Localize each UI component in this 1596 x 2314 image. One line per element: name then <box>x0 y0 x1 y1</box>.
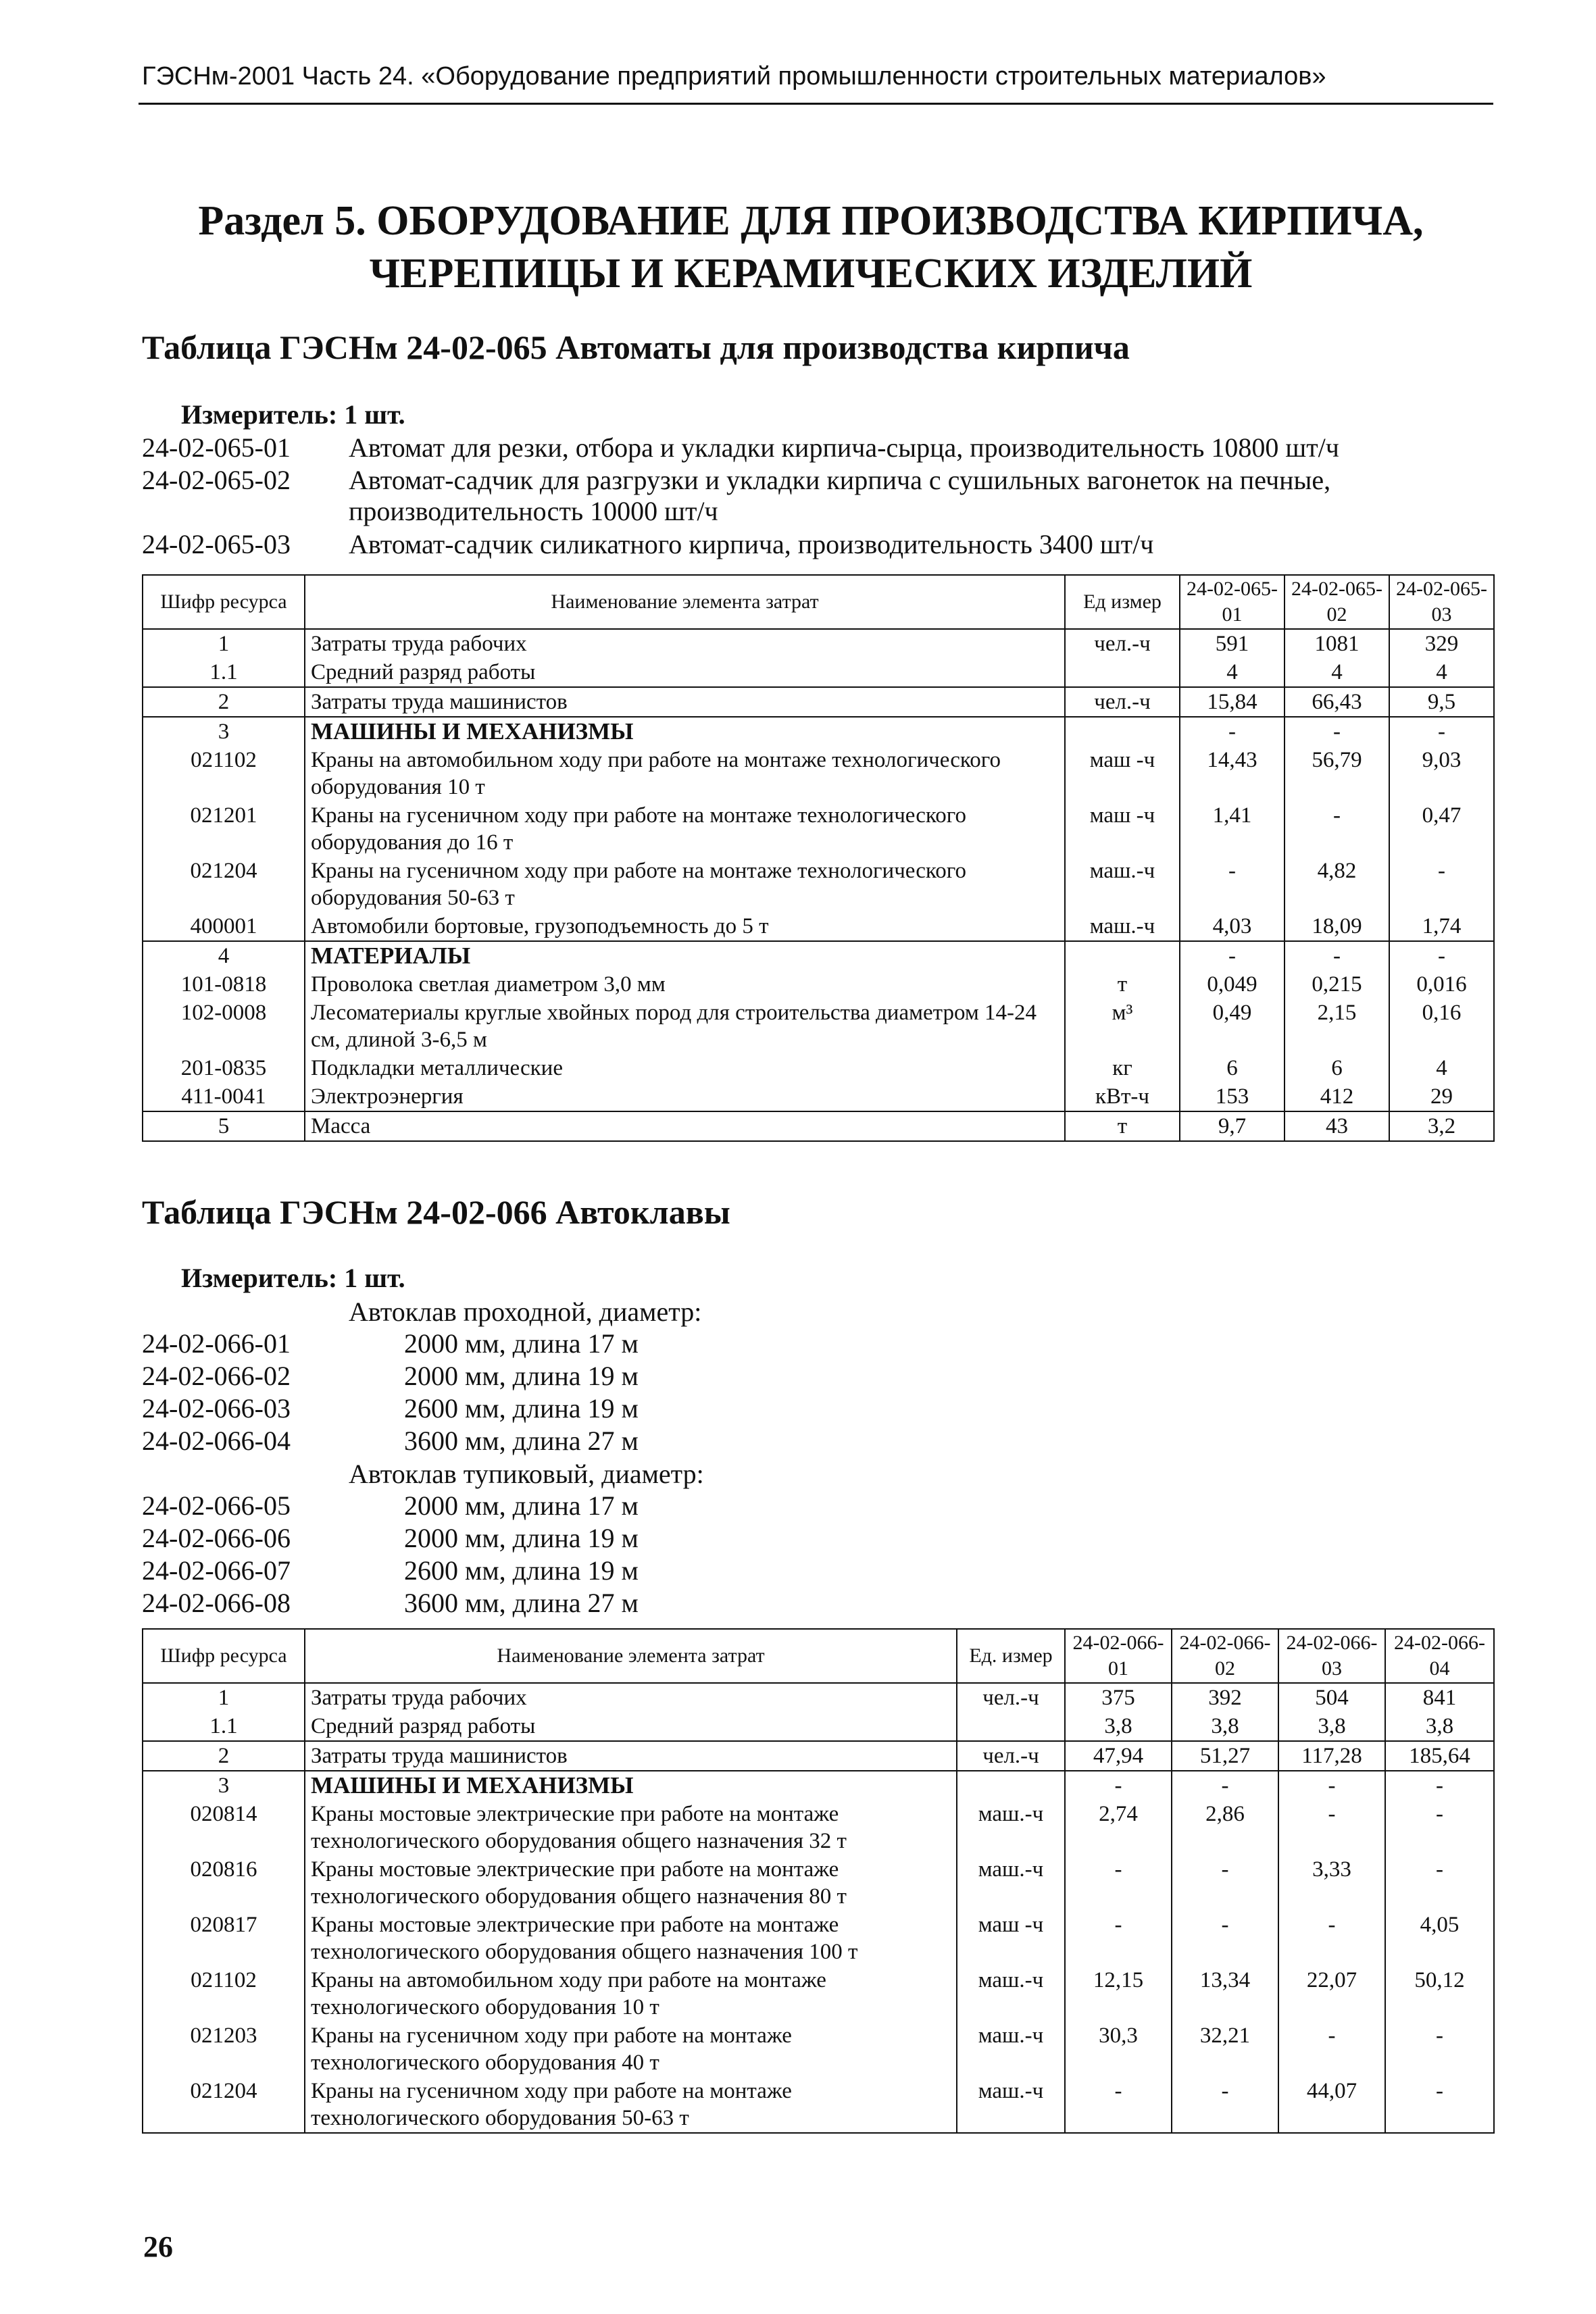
table-2-item <box>142 1426 1487 1457</box>
section-title-line-1: Раздел 5. ОБОРУДОВАНИЕ ДЛЯ ПРОИЗВОДСТВА КИРПИЧА, <box>198 198 1424 244</box>
table-2 <box>142 1628 1495 2134</box>
table-2-item <box>142 1393 1487 1424</box>
norm-value-cell: - <box>1278 1771 1385 1800</box>
resource-code-cell: 1 <box>143 629 305 658</box>
unit-cell: т <box>1065 1111 1180 1141</box>
col-header-norm: 24-02-065-03 <box>1389 575 1494 629</box>
table-row <box>143 687 1494 717</box>
unit-cell: маш.-ч <box>957 2077 1065 2133</box>
norm-value-cell: - <box>1285 801 1389 857</box>
unit-cell: маш.-ч <box>957 1800 1065 1855</box>
resource-code-cell: 102-0008 <box>143 999 305 1054</box>
norm-value-cell: 153 <box>1180 1082 1285 1111</box>
col-header-norm: 24-02-066-03 <box>1278 1629 1385 1683</box>
norm-value-cell: - <box>1285 717 1389 746</box>
cost-element-name-cell: Затраты труда машинистов <box>305 687 1065 717</box>
resource-code-cell: 201-0835 <box>143 1054 305 1082</box>
item-code: 24-02-066-07 <box>142 1555 291 1586</box>
table-1-item-1 <box>142 432 1487 463</box>
item-description: Автомат-садчик силикатного кирпича, производительность 3400 шт/ч <box>349 529 1154 559</box>
norm-value-cell: 2,86 <box>1172 1800 1278 1855</box>
unit-cell: маш.-ч <box>1065 912 1180 941</box>
resource-code-cell: 4 <box>143 941 305 970</box>
table-2-meter <box>181 1262 405 1294</box>
item-code: 24-02-065-01 <box>142 432 291 463</box>
table-row <box>143 629 1494 658</box>
table-2-item <box>142 1328 1487 1359</box>
norm-value-cell: - <box>1065 1855 1172 1911</box>
resource-code-cell: 400001 <box>143 912 305 941</box>
resource-code-cell: 020817 <box>143 1911 305 1966</box>
unit-cell: маш -ч <box>957 1911 1065 1966</box>
meter-value: 1 шт. <box>344 1263 405 1293</box>
meter-label: Измеритель: <box>181 399 338 430</box>
table-row <box>143 1855 1494 1911</box>
resource-code-cell: 021204 <box>143 2077 305 2133</box>
norm-value-cell: 0,16 <box>1389 999 1494 1054</box>
item-description: Автомат для резки, отбора и укладки кирпича-сырца, производительность 10800 шт/ч <box>349 432 1339 463</box>
unit-cell: маш -ч <box>1065 746 1180 801</box>
item-code: 24-02-066-03 <box>142 1393 291 1424</box>
norm-value-cell: 1,41 <box>1180 801 1285 857</box>
unit-cell <box>957 1712 1065 1741</box>
cost-element-name-cell: Затраты труда рабочих <box>305 629 1065 658</box>
resource-code-cell: 020816 <box>143 1855 305 1911</box>
norm-value-cell: 504 <box>1278 1683 1385 1712</box>
unit-cell <box>1065 941 1180 970</box>
cost-element-name-cell: Масса <box>305 1111 1065 1141</box>
col-header-code: Шифр ресурса <box>143 1629 305 1683</box>
cost-element-name-cell: Краны на гусеничном ходу при работе на монтаже технологического оборудования 50-63 т <box>305 2077 957 2133</box>
norm-value-cell: - <box>1389 717 1494 746</box>
table-2-item <box>142 1361 1487 1392</box>
norm-value-cell: 0,215 <box>1285 970 1389 999</box>
norm-value-cell: 3,8 <box>1385 1712 1494 1741</box>
table-row <box>143 1966 1494 2021</box>
resource-code-cell: 021203 <box>143 2021 305 2077</box>
group-1-heading: Автоклав проходной, диаметр: <box>349 1297 702 1327</box>
unit-cell: маш -ч <box>1065 801 1180 857</box>
cost-element-name-cell: Автомобили бортовые, грузоподъемность до 5 т <box>305 912 1065 941</box>
item-code: 24-02-066-01 <box>142 1328 291 1359</box>
table-row <box>143 941 1494 970</box>
norm-value-cell: 66,43 <box>1285 687 1389 717</box>
group-2-heading: Автоклав тупиковый, диаметр: <box>349 1459 704 1489</box>
norm-value-cell: 375 <box>1065 1683 1172 1712</box>
resource-code-cell: 1 <box>143 1683 305 1712</box>
table-row <box>143 2077 1494 2133</box>
table-body <box>143 1683 1494 2133</box>
norm-value-cell: 3,33 <box>1278 1855 1385 1911</box>
norm-value-cell: - <box>1385 1800 1494 1855</box>
norm-value-cell: 0,049 <box>1180 970 1285 999</box>
cost-element-name-cell: Проволока светлая диаметром 3,0 мм <box>305 970 1065 999</box>
item-description: 2000 мм, длина 17 м <box>404 1328 639 1359</box>
norm-value-cell: 6 <box>1285 1054 1389 1082</box>
norm-value-cell: - <box>1065 1911 1172 1966</box>
norm-value-cell: 4,03 <box>1180 912 1285 941</box>
norm-value-cell: - <box>1278 1911 1385 1966</box>
norm-value-cell: 3,8 <box>1172 1712 1278 1741</box>
table-2-item <box>142 1523 1487 1554</box>
item-description: 2000 мм, длина 17 м <box>404 1490 639 1521</box>
norm-value-cell: 12,15 <box>1065 1966 1172 2021</box>
cost-element-name-cell: Краны на гусеничном ходу при работе на монтаже технологического оборудования 50-63 т <box>305 857 1065 912</box>
item-description: 2000 мм, длина 19 м <box>404 1361 639 1391</box>
unit-cell: чел.-ч <box>957 1741 1065 1771</box>
norm-value-cell: 392 <box>1172 1683 1278 1712</box>
table-row <box>143 857 1494 912</box>
resource-code-cell: 021102 <box>143 1966 305 2021</box>
norm-value-cell: 4,05 <box>1385 1911 1494 1966</box>
norm-value-cell: 14,43 <box>1180 746 1285 801</box>
table-row <box>143 1771 1494 1800</box>
table-1-meter <box>181 399 405 430</box>
resource-code-cell: 2 <box>143 687 305 717</box>
cost-element-name-cell: Затраты труда рабочих <box>305 1683 957 1712</box>
col-header-norm: 24-02-066-04 <box>1385 1629 1494 1683</box>
col-header-norm: 24-02-066-01 <box>1065 1629 1172 1683</box>
norm-value-cell: 22,07 <box>1278 1966 1385 2021</box>
unit-cell: маш.-ч <box>1065 857 1180 912</box>
resource-code-cell: 021204 <box>143 857 305 912</box>
table-row <box>143 658 1494 687</box>
header-rule <box>139 103 1493 105</box>
item-description: Автомат-садчик для разгрузки и укладки кирпича с сушильных вагонеток на печные, производительность 10000 шт/ч <box>349 465 1331 526</box>
resource-code-cell: 021201 <box>143 801 305 857</box>
section-title <box>162 195 1460 300</box>
unit-cell: чел.-ч <box>1065 687 1180 717</box>
norm-value-cell: 9,7 <box>1180 1111 1285 1141</box>
table-row <box>143 1911 1494 1966</box>
item-description: 3600 мм, длина 27 м <box>404 1426 639 1456</box>
meter-label: Измеритель: <box>181 1263 338 1293</box>
norm-value-cell: - <box>1385 1855 1494 1911</box>
norm-value-cell: 329 <box>1389 629 1494 658</box>
col-header-norm: 24-02-065-01 <box>1180 575 1285 629</box>
norm-value-cell: 4,82 <box>1285 857 1389 912</box>
item-description: 3600 мм, длина 27 м <box>404 1588 639 1618</box>
item-code: 24-02-065-02 <box>142 465 291 495</box>
section-title-line-2: ЧЕРЕПИЦЫ И КЕРАМИЧЕСКИХ ИЗДЕЛИЙ <box>369 251 1253 297</box>
resource-code-cell: 020814 <box>143 1800 305 1855</box>
resource-code-cell: 1.1 <box>143 658 305 687</box>
norm-value-cell: - <box>1172 1771 1278 1800</box>
unit-cell: маш.-ч <box>957 1855 1065 1911</box>
item-code: 24-02-066-02 <box>142 1361 291 1391</box>
table-row <box>143 746 1494 801</box>
norm-value-cell: - <box>1385 1771 1494 1800</box>
item-code: 24-02-066-05 <box>142 1490 291 1521</box>
col-header-unit: Ед измер <box>1065 575 1180 629</box>
cost-element-name-cell: Краны на гусеничном ходу при работе на монтаже технологического оборудования 40 т <box>305 2021 957 2077</box>
norm-value-cell: 2,15 <box>1285 999 1389 1054</box>
table-row <box>143 970 1494 999</box>
norm-value-cell: 1081 <box>1285 629 1389 658</box>
table-2-title: Таблица ГЭСНм 24-02-066 Автоклавы <box>142 1193 730 1231</box>
table-row <box>143 2021 1494 2077</box>
unit-cell: кг <box>1065 1054 1180 1082</box>
norm-value-cell: - <box>1278 2021 1385 2077</box>
norm-value-cell: 44,07 <box>1278 2077 1385 2133</box>
table-row <box>143 1800 1494 1855</box>
unit-cell: кВт-ч <box>1065 1082 1180 1111</box>
norm-value-cell: 6 <box>1180 1054 1285 1082</box>
page-number: 26 <box>143 2230 173 2263</box>
col-header-norm: 24-02-066-02 <box>1172 1629 1278 1683</box>
meter-value: 1 шт. <box>344 399 405 430</box>
norm-value-cell: 15,84 <box>1180 687 1285 717</box>
cost-element-name-cell: Краны мостовые электрические при работе на монтаже технологического оборудования общего назначения 80 т <box>305 1855 957 1911</box>
item-description: 2000 мм, длина 19 м <box>404 1523 639 1553</box>
norm-value-cell: - <box>1389 941 1494 970</box>
cost-element-name-cell: Краны на автомобильном ходу при работе на монтаже технологического оборудования 10 т <box>305 746 1065 801</box>
table-1-item-3 <box>142 529 1487 560</box>
table-2-item <box>142 1490 1487 1521</box>
norm-value-cell: 51,27 <box>1172 1741 1278 1771</box>
unit-cell: чел.-ч <box>957 1683 1065 1712</box>
norm-value-cell: 9,03 <box>1389 746 1494 801</box>
norm-value-cell: 43 <box>1285 1111 1389 1141</box>
resource-code-cell: 3 <box>143 717 305 746</box>
norm-value-cell: 30,3 <box>1065 2021 1172 2077</box>
norm-value-cell: 1,74 <box>1389 912 1494 941</box>
cost-element-name-cell: Краны мостовые электрические при работе на монтаже технологического оборудования общего назначения 100 т <box>305 1911 957 1966</box>
unit-cell <box>1065 717 1180 746</box>
norm-value-cell: 185,64 <box>1385 1741 1494 1771</box>
resource-code-cell: 411-0041 <box>143 1082 305 1111</box>
table-row <box>143 1683 1494 1712</box>
table-row <box>143 999 1494 1054</box>
table-row <box>143 1054 1494 1082</box>
cost-element-name-cell: Затраты труда машинистов <box>305 1741 957 1771</box>
unit-cell: т <box>1065 970 1180 999</box>
norm-value-cell: - <box>1285 941 1389 970</box>
cost-element-name-cell: Подкладки металлические <box>305 1054 1065 1082</box>
norm-value-cell: 0,49 <box>1180 999 1285 1054</box>
resource-code-cell: 2 <box>143 1741 305 1771</box>
norm-value-cell: 591 <box>1180 629 1285 658</box>
resource-code-cell: 5 <box>143 1111 305 1141</box>
norm-value-cell: 4 <box>1389 658 1494 687</box>
resource-code-cell: 3 <box>143 1771 305 1800</box>
table-body <box>143 629 1494 1141</box>
norm-value-cell: - <box>1180 857 1285 912</box>
norm-value-cell: 13,34 <box>1172 1966 1278 2021</box>
col-header-name: Наименование элемента затрат <box>305 1629 957 1683</box>
norm-value-cell: - <box>1172 1855 1278 1911</box>
norm-value-cell: 0,016 <box>1389 970 1494 999</box>
col-header-code: Шифр ресурса <box>143 575 305 629</box>
table-row <box>143 801 1494 857</box>
col-header-name: Наименование элемента затрат <box>305 575 1065 629</box>
norm-value-cell: 2,74 <box>1065 1800 1172 1855</box>
table-1-title: Таблица ГЭСНм 24-02-065 Автоматы для производства кирпича <box>142 328 1130 366</box>
table-1 <box>142 574 1495 1142</box>
norm-value-cell: 4 <box>1285 658 1389 687</box>
cost-element-name-cell: Краны на гусеничном ходу при работе на монтаже технологического оборудования до 16 т <box>305 801 1065 857</box>
table-header-row <box>143 575 1494 629</box>
item-code: 24-02-066-04 <box>142 1426 291 1456</box>
norm-value-cell: 3,2 <box>1389 1111 1494 1141</box>
resource-code-cell: 021102 <box>143 746 305 801</box>
norm-value-cell: 18,09 <box>1285 912 1389 941</box>
table-2-item <box>142 1555 1487 1586</box>
norm-value-cell: 9,5 <box>1389 687 1494 717</box>
item-code: 24-02-066-06 <box>142 1523 291 1553</box>
cost-element-name-cell: Электроэнергия <box>305 1082 1065 1111</box>
table-row <box>143 717 1494 746</box>
running-header: ГЭСНм-2001 Часть 24. «Оборудование предприятий промышленности строительных материалов» <box>142 62 1326 91</box>
cost-element-name-cell: МАШИНЫ И МЕХАНИЗМЫ <box>305 1771 957 1800</box>
unit-cell <box>1065 658 1180 687</box>
cost-element-name-cell: МАТЕРИАЛЫ <box>305 941 1065 970</box>
unit-cell: маш.-ч <box>957 1966 1065 2021</box>
norm-value-cell: 841 <box>1385 1683 1494 1712</box>
norm-value-cell: - <box>1180 717 1285 746</box>
norm-value-cell: - <box>1065 2077 1172 2133</box>
table-row <box>143 1741 1494 1771</box>
norm-value-cell: - <box>1180 941 1285 970</box>
norm-value-cell: 56,79 <box>1285 746 1389 801</box>
norm-value-cell: 412 <box>1285 1082 1389 1111</box>
resource-code-cell: 1.1 <box>143 1712 305 1741</box>
table-row <box>143 1082 1494 1111</box>
norm-value-cell: 29 <box>1389 1082 1494 1111</box>
norm-value-cell: - <box>1385 2077 1494 2133</box>
norm-value-cell: - <box>1172 1911 1278 1966</box>
table-row <box>143 912 1494 941</box>
norm-value-cell: - <box>1172 2077 1278 2133</box>
norm-value-cell: - <box>1278 1800 1385 1855</box>
norm-value-cell: - <box>1065 1771 1172 1800</box>
norm-value-cell: 3,8 <box>1278 1712 1385 1741</box>
table-row <box>143 1712 1494 1741</box>
norm-value-cell: 0,47 <box>1389 801 1494 857</box>
norm-value-cell: 32,21 <box>1172 2021 1278 2077</box>
cost-element-name-cell: Краны на автомобильном ходу при работе на монтаже технологического оборудования 10 т <box>305 1966 957 2021</box>
norm-value-cell: 3,8 <box>1065 1712 1172 1741</box>
cost-element-name-cell: Лесоматериалы круглые хвойных пород для строительства диаметром 14-24 см, длиной 3-6,5 м <box>305 999 1065 1054</box>
item-code: 24-02-065-03 <box>142 529 291 559</box>
table-header-row <box>143 1629 1494 1683</box>
item-description: 2600 мм, длина 19 м <box>404 1555 639 1586</box>
norm-value-cell: 50,12 <box>1385 1966 1494 2021</box>
cost-element-name-cell: МАШИНЫ И МЕХАНИЗМЫ <box>305 717 1065 746</box>
norm-value-cell: 4 <box>1389 1054 1494 1082</box>
norm-value-cell: 4 <box>1180 658 1285 687</box>
item-description: 2600 мм, длина 19 м <box>404 1393 639 1424</box>
unit-cell: м³ <box>1065 999 1180 1054</box>
col-header-unit: Ед. измер <box>957 1629 1065 1683</box>
col-header-norm: 24-02-065-02 <box>1285 575 1389 629</box>
table-1-item-2 <box>142 465 1487 527</box>
norm-value-cell: 117,28 <box>1278 1741 1385 1771</box>
unit-cell: чел.-ч <box>1065 629 1180 658</box>
table-2-item <box>142 1588 1487 1619</box>
cost-element-name-cell: Средний разряд работы <box>305 658 1065 687</box>
table-row <box>143 1111 1494 1141</box>
unit-cell: маш.-ч <box>957 2021 1065 2077</box>
norm-value-cell: - <box>1385 2021 1494 2077</box>
norm-value-cell: 47,94 <box>1065 1741 1172 1771</box>
unit-cell <box>957 1771 1065 1800</box>
resource-code-cell: 101-0818 <box>143 970 305 999</box>
cost-element-name-cell: Средний разряд работы <box>305 1712 957 1741</box>
norm-value-cell: - <box>1389 857 1494 912</box>
cost-element-name-cell: Краны мостовые электрические при работе на монтаже технологического оборудования общего назначения 32 т <box>305 1800 957 1855</box>
item-code: 24-02-066-08 <box>142 1588 291 1618</box>
